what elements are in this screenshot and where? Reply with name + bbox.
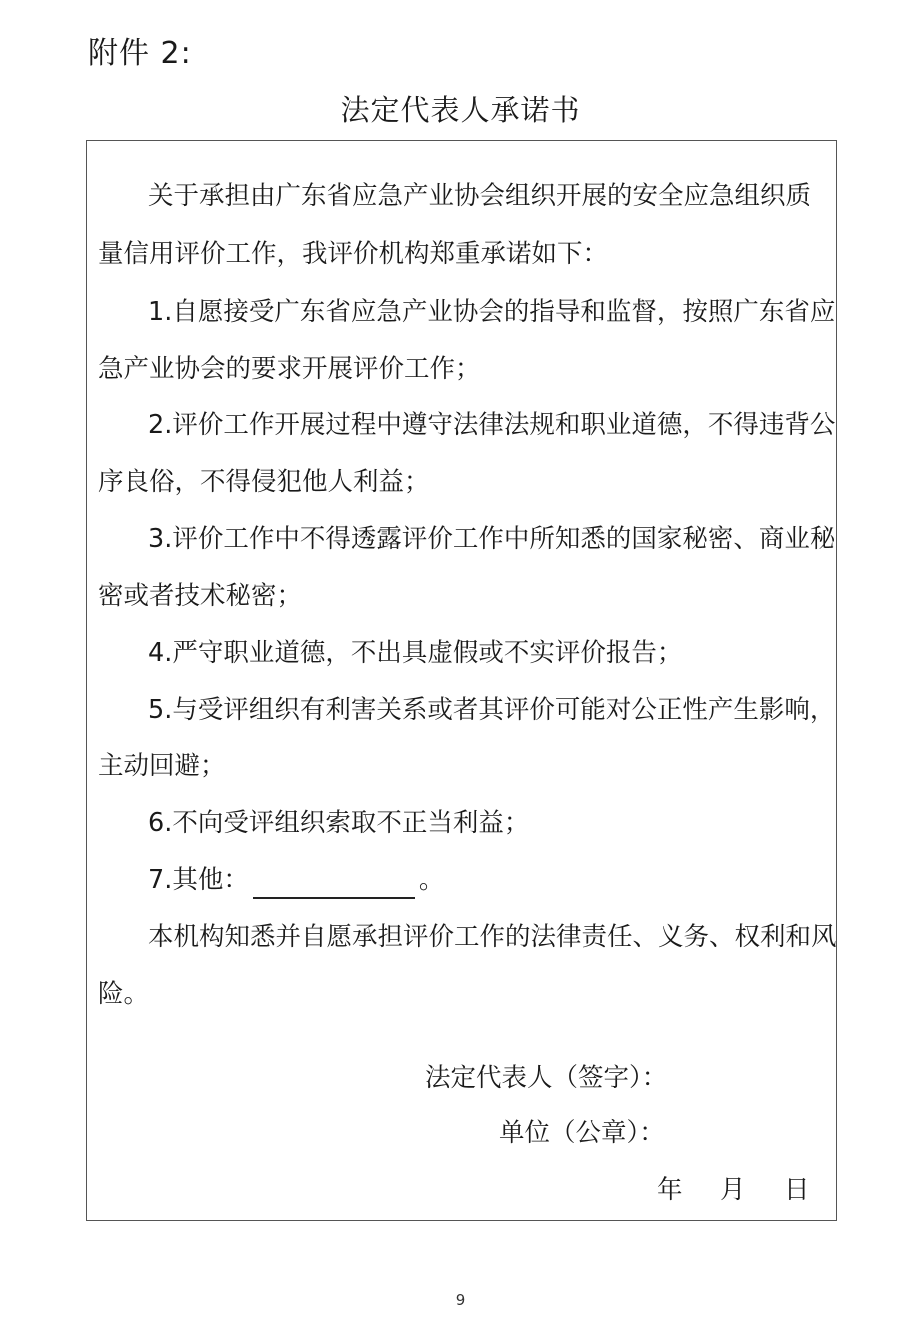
date-year: 年 [657, 1175, 683, 1205]
item1-line1: 1.自愿接受广东省应急产业协会的指导和监督，按照广东省应 [148, 297, 836, 327]
date-month: 月 [720, 1175, 746, 1205]
document-title: 法定代表人承诺书 [340, 93, 581, 127]
closing-line2: 险。 [98, 979, 150, 1009]
legal-rep-signature-label: 法定代表人（签字）： [425, 1063, 668, 1093]
item7-fill-blank[interactable] [253, 869, 415, 899]
date-day: 日 [784, 1175, 810, 1205]
item2-line1: 2.评价工作开展过程中遵守法律法规和职业道德，不得违背公 [148, 410, 836, 440]
item1-line2: 急产业协会的要求开展评价工作； [98, 354, 481, 384]
item7-end: 。 [418, 865, 445, 895]
page-number: 9 [455, 1291, 466, 1309]
attachment-label: 附件 2: [88, 36, 192, 71]
item3-line2: 密或者技术秘密； [98, 581, 303, 611]
intro-line1: 关于承担由广东省应急产业协会组织开展的安全应急组织质 [148, 181, 812, 211]
closing-line1: 本机构知悉并自愿承担评价工作的法律责任、义务、权利和风 [148, 922, 837, 952]
item6: 6.不向受评组织索取不正当利益； [148, 808, 530, 838]
item5-line2: 主动回避； [98, 751, 226, 781]
item3-line1: 3.评价工作中不得透露评价工作中所知悉的国家秘密、商业秘 [148, 524, 836, 554]
item2-line2: 序良俗，不得侵犯他人利益； [98, 467, 430, 497]
unit-seal-label: 单位（公章）： [499, 1118, 665, 1148]
item5-line1: 5.与受评组织有利害关系或者其评价可能对公正性产生影响， [148, 695, 836, 725]
intro-line2: 量信用评价工作，我评价机构郑重承诺如下： [98, 239, 609, 269]
item7 [148, 852, 444, 909]
item4: 4.严守职业道德，不出具虚假或不实评价报告； [148, 638, 683, 668]
item7-label: 7.其他： [148, 865, 249, 895]
